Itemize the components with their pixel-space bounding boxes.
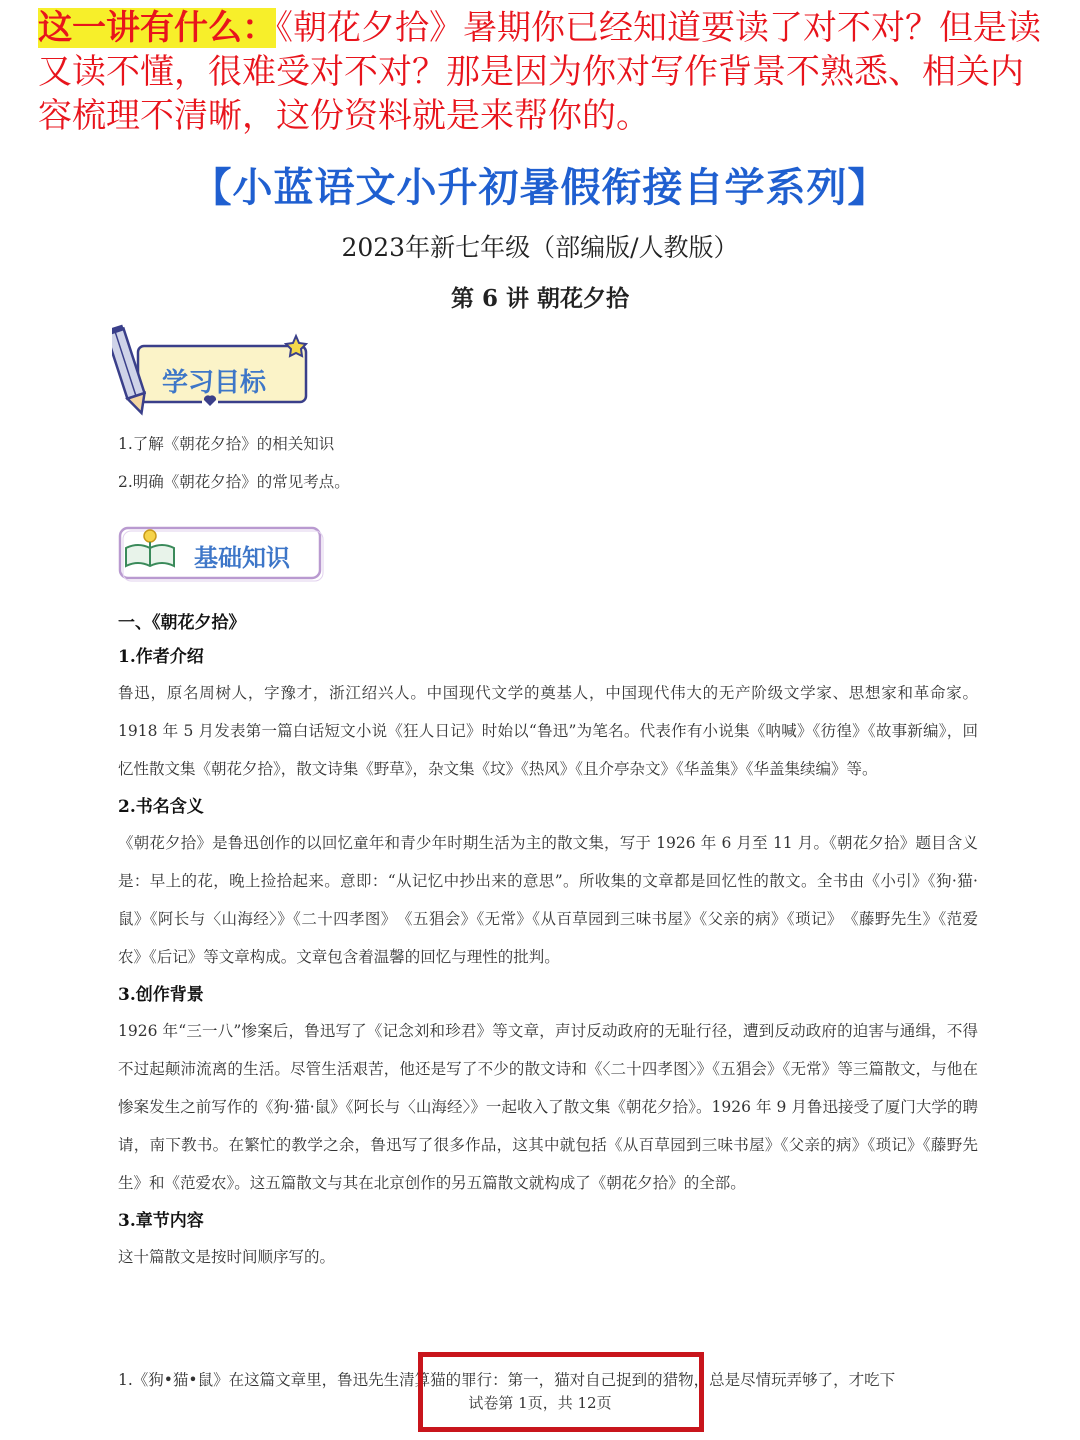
meaning-heading: 2.书名含义	[118, 797, 204, 817]
objective-2: 2.明确《朝花夕拾》的常见考点。	[118, 473, 350, 491]
objective-1: 1.了解《朝花夕拾》的相关知识	[118, 435, 335, 453]
section-title: 一、《朝花夕拾》	[118, 613, 246, 633]
author-heading: 1.作者介绍	[118, 647, 204, 667]
highlight-box	[418, 1352, 704, 1432]
intro-highlight: 这一讲有什么：	[38, 8, 276, 48]
background-paragraph: 1926 年“三一八”惨案后，鲁迅写了《记念刘和珍君》等文章，声讨反动政府的无耻行径，遭到反动政府的迫害与通缉，不得不过起颠沛流离的生活。尽管生活艰苦，他还是写了不少的散文诗和《〈二十四孝图〉》《五猖会》《无常》等三篇散文，与他在惨案发生之前写作的《狗·猫·鼠》《阿长与〈山海经〉》一起收入了散文集《朝花夕拾》。1926 年 9 月鲁迅接受了厦门大学的聘请，南下教书。在繁忙的教学之余，鲁迅写了很多作品，这其中就包括《从百草园到三味书屋》《父亲的病》《琐记》《藤野先生》和《范爱农》。这五篇散文与其在北京创作的另五篇散文就构成了《朝花夕拾》的全部。	[118, 1022, 978, 1192]
learning-goals-label: 学习目标	[162, 368, 267, 398]
meaning-paragraph: 《朝花夕拾》是鲁迅创作的以回忆童年和青少年时期生活为主的散文集，写于 1926 年 6 月至 11 月。《朝花夕拾》题目含义是：早上的花，晚上捡拾起来。意即：“从记忆中抄出来的意思”。所收集的文章都是回忆性的散文。全书由《小引》《狗·猫·鼠》《阿长与〈山海经〉》《二十四孝图》 《五猖会》《无常》《从百草园到三味书屋》《父亲的病》《琐记》 《藤野先生》《范爱农》《后记》等文章构成。文章包含着温馨的回忆与理性的批判。	[118, 834, 978, 966]
grade-subtitle: 2023年新七年级（部编版/人教版）	[341, 233, 739, 262]
chapters-heading: 3.章节内容	[118, 1211, 204, 1231]
basic-knowledge-badge	[116, 522, 326, 584]
basic-knowledge-label: 基础知识	[194, 544, 290, 572]
main-content	[118, 604, 978, 1276]
background-heading: 3.创作背景	[118, 985, 204, 1005]
intro-text	[38, 6, 1048, 138]
learning-goals-badge	[112, 324, 312, 420]
series-title: 【小蓝语文小升初暑假衔接自学系列】	[191, 165, 889, 211]
intro-body: 《朝花夕拾》暑期你已经知道要读了对不对？但是读又读不懂，很难受对不对？那是因为你对写作背景不熟悉、相关内容梳理不清晰，这份资料就是来帮你的。	[38, 8, 1041, 136]
chapters-paragraph: 这十篇散文是按时间顺序写的。	[118, 1248, 336, 1266]
lesson-title: 第 6 讲 朝花夕拾	[450, 285, 630, 312]
chapter-1-line: 1.《狗•猫•鼠》在这篇文章里，鲁迅先生清算猫的罪行：第一，猫对自己捉到的猎物，总是尽情玩弄够了，才吃下	[118, 1371, 896, 1389]
author-paragraph: 鲁迅，原名周树人，字豫才，浙江绍兴人。中国现代文学的奠基人，中国现代伟大的无产阶级文学家、思想家和革命家。1918 年 5 月发表第一篇白话短文小说《狂人日记》时始以“鲁迅”为笔名。代表作有小说集《呐喊》《彷徨》《故事新编》，回忆性散文集《朝花夕拾》，散文诗集《野草》，杂文集《坟》《热风》《且介亭杂文》《华盖集》《华盖集续编》等。	[118, 684, 978, 778]
page-number: 试卷第 1页，共 12页	[468, 1394, 612, 1412]
